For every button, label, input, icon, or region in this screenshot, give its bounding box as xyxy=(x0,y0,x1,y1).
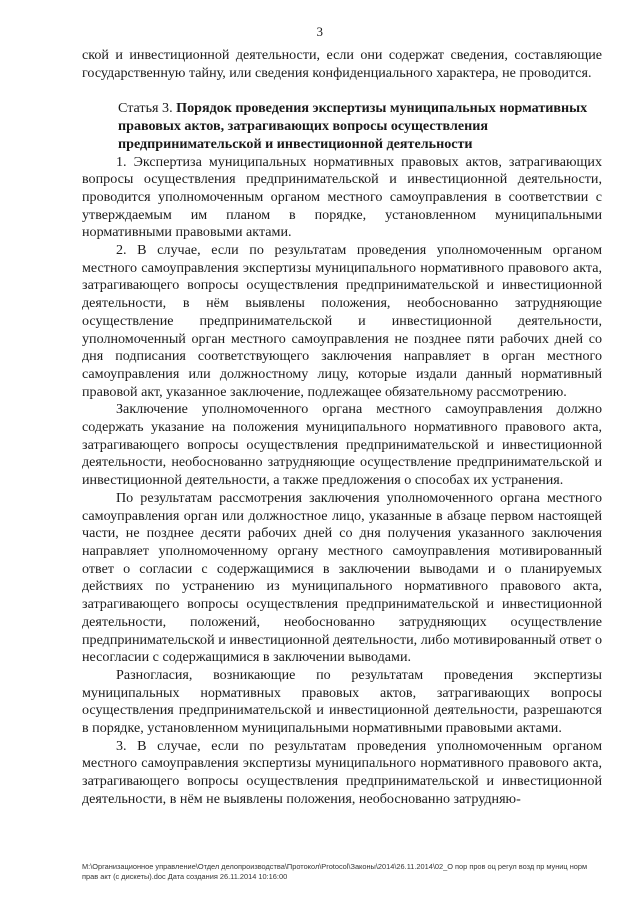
article-number: Статья 3. xyxy=(118,100,177,117)
paragraph-3: Заключение уполномоченного органа местного самоуправления должно содержать указание на положения муниципального нормативного правового акта, затрагивающего вопросы осуществления предпринимательской и инвестиционной деятельности, необоснованно затрудняющие осуществление предпринимательской и инвестиционной деятельности, а также предложения о способах их устранения. xyxy=(82,401,602,489)
article-heading xyxy=(82,100,602,153)
article-title: Порядок проведения экспертизы муниципальных нормативных правовых актов, затрагивающих вопросы осуществления предпринимательской и инвестиционной деятельности xyxy=(118,100,588,152)
document-body xyxy=(82,47,602,809)
paragraph-2: 2. В случае, если по результатам проведения уполномоченным органом местного самоуправления экспертизы муниципального нормативного правового акта, затрагивающего вопросы осуществления предпринимательской и инвестиционной деятельности, в нём выявлены положения, необоснованно затрудняющие осуществление предпринимательской и инвестиционной деятельности, уполномоченный орган местного самоуправления не позднее пяти рабочих дней со дня подписания соответствующего заключения направляет в орган местного самоуправления или должностному лицу, которые издали данный нормативный правовой акт, указанное заключение, подлежащее обязательному рассмотрению. xyxy=(82,242,602,400)
file-path-footer: M:\Организационное управление\Отдел делопроизводства\Протокол\Protocol\Законы\2014\26.11.2014\02_О пор пров оц регул возд пр муниц норм прав акт (с дискеты).doc Дата создания 26.11.2014 10:16:00 xyxy=(82,862,588,881)
paragraph-continuation: ской и инвестиционной деятельности, если они содержат сведения, составляющие государственную тайну, или сведения конфиденциального характера, не проводится. xyxy=(82,47,602,81)
paragraph-4: По результатам рассмотрения заключения уполномоченного органа местного самоуправления орган или должностное лицо, указанные в абзаце первом настоящей части, не позднее десяти рабочих дней со дня получения указанного заключения направляет уполномоченному органу местного самоуправления мотивированный ответ о согласии с содержащимися в заключении выводами и о планируемых действиях по устранению из муниципального нормативного правового акта, затрагивающего вопросы осуществления предпринимательской и инвестиционной деятельности, положений, необоснованно затрудняющих осуществление предпринимательской и инвестиционной деятельности, либо мотивированный ответ о несогласии с содержащимися в заключении выводами. xyxy=(82,489,602,666)
paragraph-1: 1. Экспертиза муниципальных нормативных правовых актов, затрагивающих вопросы осуществления предпринимательской и инвестиционной деятельности, проводится уполномоченным органом местного самоуправления в соответствии с утверждаемым им планом в порядке, установленном муниципальными нормативными правовыми актами. xyxy=(82,153,602,241)
paragraph-6: 3. В случае, если по результатам проведения уполномоченным органом местного самоуправления экспертизы муниципального нормативного правового акта, затрагивающего вопросы осуществления предпринимательской и инвестиционной деятельности, в нём не выявлены положения, необоснованно затрудняю- xyxy=(82,737,602,807)
page-number: 3 xyxy=(316,24,324,39)
paragraph-5: Разногласия, возникающие по результатам проведения экспертизы муниципальных нормативных правовых актов, затрагивающих вопросы осуществления предпринимательской и инвестиционной деятельности, разрешаются в порядке, установленном муниципальными нормативными правовыми актами. xyxy=(82,666,602,737)
